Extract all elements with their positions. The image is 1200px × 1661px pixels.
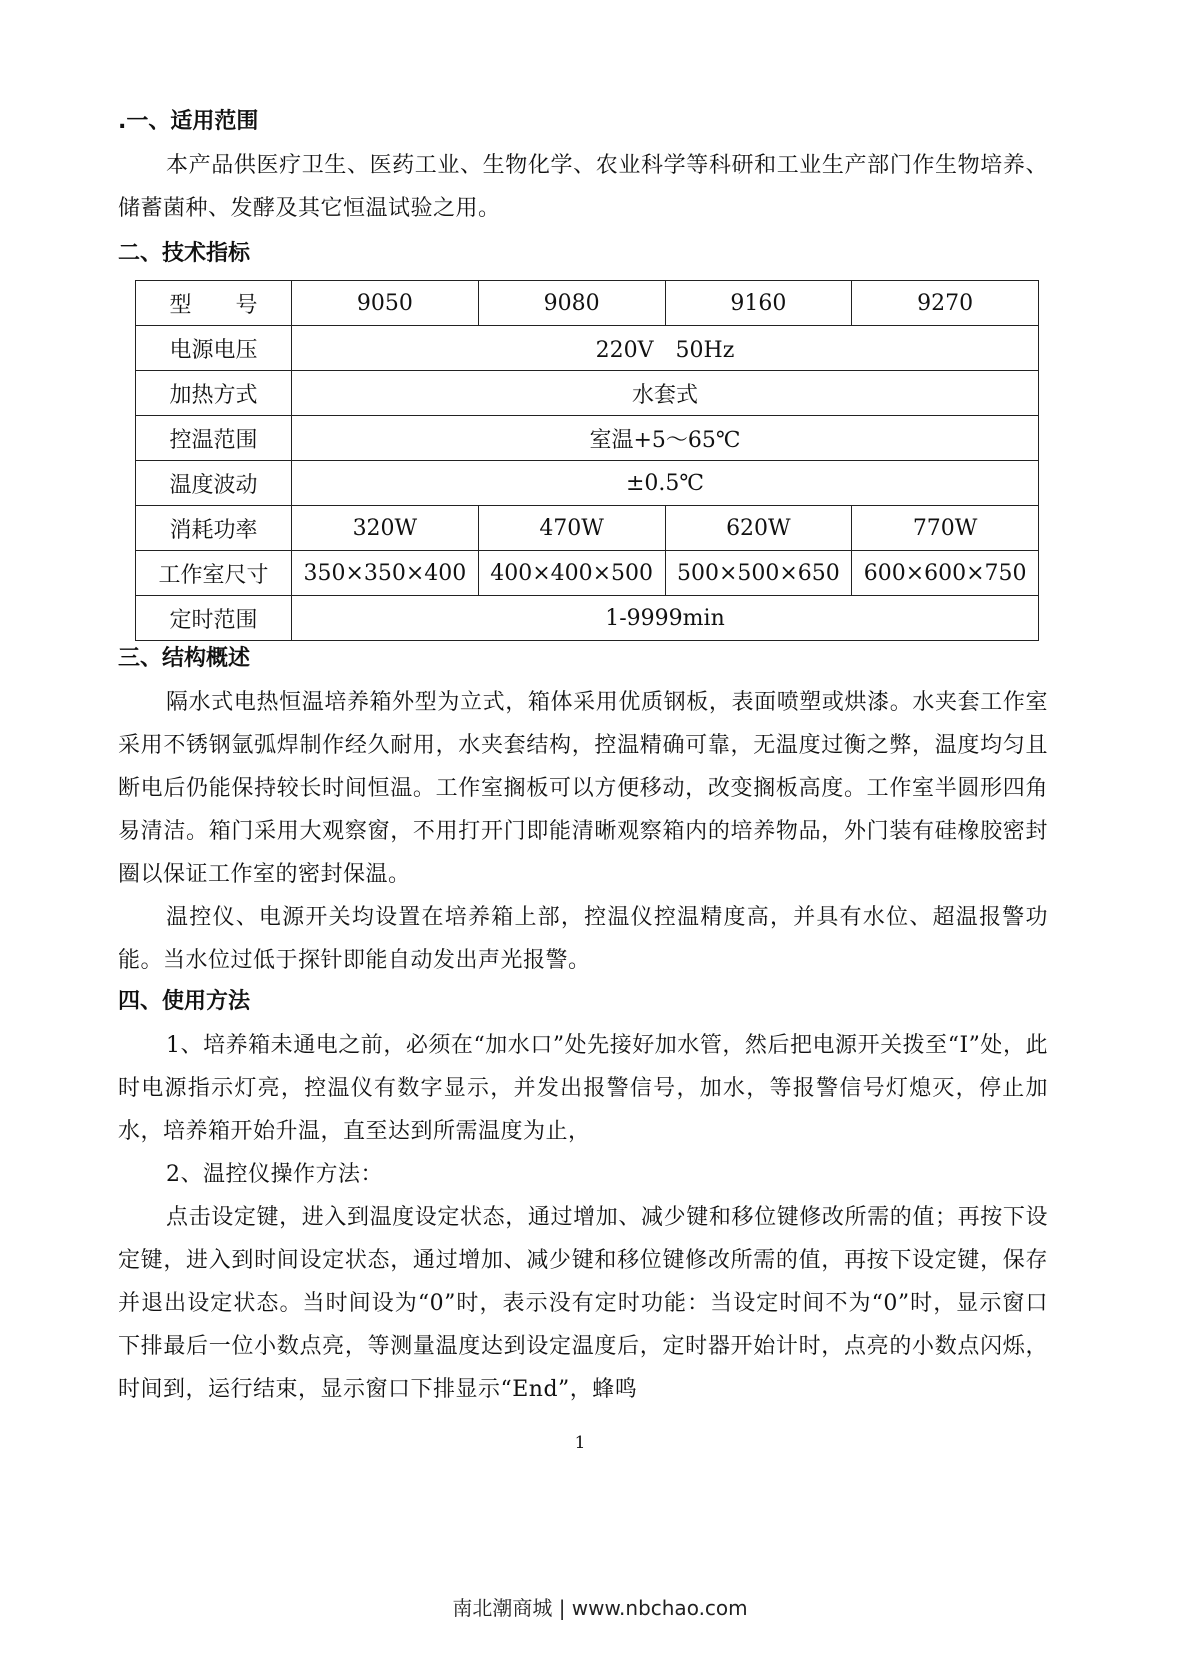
model-cell: 9270: [852, 281, 1039, 326]
scope-paragraph: 本产品供医疗卫生、医药工业、生物化学、农业科学等科研和工业生产部门作生物培养、储蓄菌种、发酵及其它恒温试验之用。: [118, 153, 1048, 221]
row-label: 消耗功率: [136, 506, 292, 551]
structure-paragraph-1: 隔水式电热恒温培养箱外型为立式，箱体采用优质钢板，表面喷塑或烘漆。水夹套工作室采用不锈钢氩弧焊制作经久耐用，水夹套结构，控温精确可靠，无温度过衡之弊，温度均匀且断电后仍能保持较长时间恒温。工作室搁板可以方便移动，改变搁板高度。工作室半圆形四角易清洁。箱门采用大观察窗，不用打开门即能清晰观察箱内的培养物品，外门装有硅橡胶密封圈以保证工作室的密封保温。: [118, 690, 1048, 887]
size-cell: 500×500×650: [665, 551, 852, 596]
row-label: 工作室尺寸: [136, 551, 292, 596]
spec-table: [135, 280, 1039, 641]
section-heading-specs: 二、技术指标: [118, 241, 251, 266]
model-cell: 9160: [665, 281, 852, 326]
section-heading-usage: 四、使用方法: [118, 989, 251, 1014]
usage-paragraph-3: 点击设定键，进入到温度设定状态，通过增加、减少键和移位键修改所需的值；再按下设定键，进入到时间设定状态，通过增加、减少键和移位键修改所需的值，再按下设定键，保存并退出设定状态。当时间设为“0”时，表示没有定时功能：当设定时间不为“0”时，显示窗口下排最后一位小数点亮，等测量温度达到设定温度后，定时器开始计时，点亮的小数点闪烁，时间到，运行结束，显示窗口下排显示“End”，蜂鸣: [118, 1205, 1048, 1402]
power-cell: 320W: [292, 506, 479, 551]
row-label: 加热方式: [136, 371, 292, 416]
table-row-heating: [136, 371, 1039, 416]
usage-paragraph-1: 1、培养箱未通电之前，必须在“加水口”处先接好加水管，然后把电源开关拨至“I”处，此时电源指示灯亮，控温仪有数字显示，并发出报警信号，加水，等报警信号灯熄灭，停止加水，培养箱开始升温，直至达到所需温度为止，: [118, 1033, 1048, 1144]
page-number: 1: [574, 1433, 586, 1453]
table-row-voltage: [136, 326, 1039, 371]
row-label: 型 号: [136, 281, 292, 326]
row-label: 定时范围: [136, 596, 292, 641]
structure-paragraph-2: 温控仪、电源开关均设置在培养箱上部，控温仪控温精度高，并具有水位、超温报警功能。当水位过低于探针即能自动发出声光报警。: [118, 905, 1048, 973]
row-value: 室温+5～65℃: [292, 416, 1039, 461]
power-cell: 470W: [478, 506, 665, 551]
size-cell: 600×600×750: [852, 551, 1039, 596]
usage-paragraph-2: 2、温控仪操作方法：: [166, 1162, 383, 1187]
table-row-timer: [136, 596, 1039, 641]
row-label: 控温范围: [136, 416, 292, 461]
table-row-model: [136, 281, 1039, 326]
section-heading-scope: .一、适用范围: [118, 109, 259, 134]
size-cell: 400×400×500: [478, 551, 665, 596]
row-label: 温度波动: [136, 461, 292, 506]
power-cell: 620W: [665, 506, 852, 551]
table-row-size: [136, 551, 1039, 596]
row-value: 水套式: [292, 371, 1039, 416]
row-label: 电源电压: [136, 326, 292, 371]
table-row-temp-range: [136, 416, 1039, 461]
row-value: ±0.5℃: [292, 461, 1039, 506]
model-cell: 9050: [292, 281, 479, 326]
table-row-power: [136, 506, 1039, 551]
table-row-fluctuation: [136, 461, 1039, 506]
section-heading-structure: 三、结构概述: [118, 646, 251, 671]
model-cell: 9080: [478, 281, 665, 326]
row-value: 1-9999min: [292, 596, 1039, 641]
footer-watermark: 南北潮商城 | www.nbchao.com: [452, 1596, 748, 1620]
row-value: 220V 50Hz: [292, 326, 1039, 371]
size-cell: 350×350×400: [292, 551, 479, 596]
power-cell: 770W: [852, 506, 1039, 551]
document-page: [118, 108, 1048, 1411]
